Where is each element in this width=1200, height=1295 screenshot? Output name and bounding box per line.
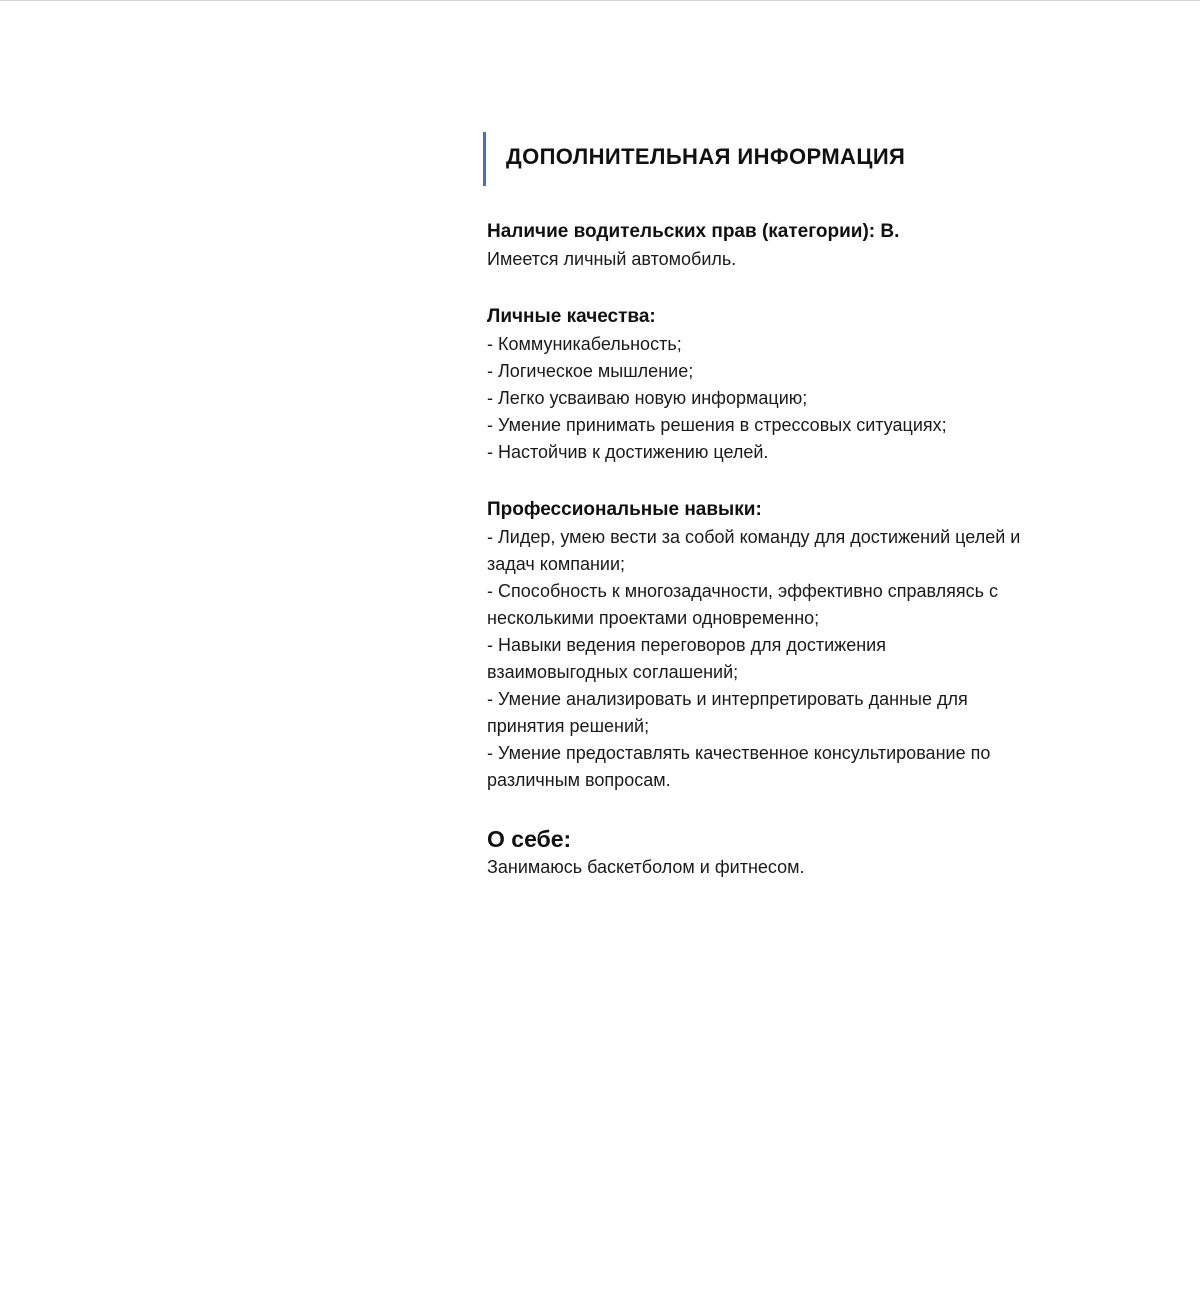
list-item: - Умение предоставлять качественное консультирование по (487, 743, 991, 763)
document-content (487, 132, 1127, 881)
list-item: различным вопросам. (487, 770, 671, 790)
license-line: Имеется личный автомобиль. (487, 249, 737, 269)
list-item: - Коммуникабельность; (487, 334, 682, 354)
qualities-block (487, 303, 1127, 466)
section-header (483, 132, 1127, 186)
list-item: несколькими проектами одновременно; (487, 608, 820, 628)
section-accent-bar (483, 132, 486, 186)
list-item: - Способность к многозадачности, эффективно справляясь с (487, 581, 999, 601)
list-item: - Легко усваиваю новую информацию; (487, 388, 808, 408)
page-top-border (0, 0, 1200, 1)
list-item: - Умение анализировать и интерпретировать данные для (487, 689, 968, 709)
list-item: - Навыки ведения переговоров для достижения (487, 635, 886, 655)
list-item: взаимовыгодных соглашений; (487, 662, 739, 682)
skills-block (487, 496, 1127, 794)
about-heading: О себе: (487, 826, 572, 852)
list-item: - Настойчив к достижению целей. (487, 442, 769, 462)
section-title: ДОПОЛНИТЕЛЬНАЯ ИНФОРМАЦИЯ (506, 144, 906, 169)
list-item: - Логическое мышление; (487, 361, 694, 381)
qualities-heading: Личные качества: (487, 306, 656, 327)
list-item: - Лидер, умею вести за собой команду для достижений целей и (487, 527, 1021, 547)
about-line: Занимаюсь баскетболом и фитнесом. (487, 857, 805, 877)
list-item: задач компании; (487, 554, 626, 574)
license-heading: Наличие водительских прав (категории): В. (487, 221, 900, 242)
list-item: принятия решений; (487, 716, 650, 736)
list-item: - Умение принимать решения в стрессовых ситуациях; (487, 415, 947, 435)
license-block (487, 218, 1127, 273)
skills-heading: Профессиональные навыки: (487, 499, 762, 520)
about-block (487, 824, 1127, 881)
